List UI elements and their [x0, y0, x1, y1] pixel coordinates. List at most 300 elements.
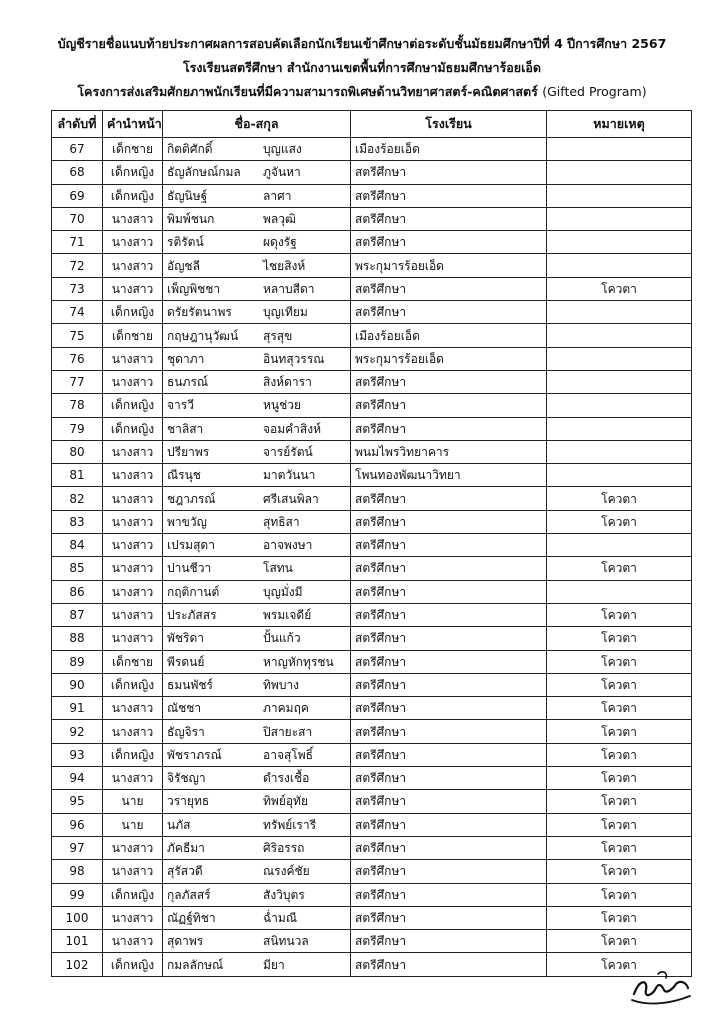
row-first-name: ปานชีวา — [167, 561, 212, 576]
row-full-name — [163, 930, 351, 953]
table-row — [52, 417, 692, 440]
row-school: สตรีศึกษา — [351, 743, 547, 766]
row-first-name: กฤติกานต์ — [167, 584, 220, 599]
row-school: สตรีศึกษา — [351, 580, 547, 603]
row-last-name: ภาคมฤค — [263, 701, 309, 716]
program-name-thai: โครงการส่งเสริมศักยภาพนักเรียนที่มีความสามารถพิเศษด้านวิทยาศาสตร์-คณิตศาสตร์ — [77, 84, 538, 99]
row-note: โควตา — [547, 906, 692, 929]
row-last-name: มาตวันนา — [263, 468, 316, 483]
row-note: โควตา — [547, 720, 692, 743]
row-first-name: ดรัยรัตนาพร — [167, 305, 232, 320]
row-number: 77 — [52, 370, 103, 393]
col-header-note: หมายเหตุ — [547, 111, 692, 138]
row-full-name — [163, 440, 351, 463]
row-full-name — [163, 394, 351, 417]
table-row — [52, 207, 692, 230]
row-school: สตรีศึกษา — [351, 813, 547, 836]
row-note — [547, 207, 692, 230]
row-full-name — [163, 487, 351, 510]
row-title: นางสาว — [103, 697, 163, 720]
row-first-name: อัญชลี — [167, 258, 200, 273]
table-row — [52, 813, 692, 836]
row-number: 100 — [52, 906, 103, 929]
row-number: 68 — [52, 161, 103, 184]
row-first-name: นภัส — [167, 817, 191, 832]
row-last-name: พรมเจดีย์ — [263, 608, 312, 623]
row-number: 102 — [52, 953, 103, 976]
doc-title-line-1: บัญชีรายชื่อแนบท้ายประกาศผลการสอบคัดเลือกนักเรียนเข้าศึกษาต่อระดับชั้นมัธยมศึกษาปีที่ 4 ปีการศึกษา 2567 — [57, 36, 667, 51]
row-note — [547, 347, 692, 370]
row-school: โพนทองพัฒนาวิทยา — [351, 464, 547, 487]
row-title: นางสาว — [103, 906, 163, 929]
row-note: โควตา — [547, 813, 692, 836]
row-title: นางสาว — [103, 860, 163, 883]
row-first-name: ธัญจิรา — [167, 724, 205, 739]
row-number: 98 — [52, 860, 103, 883]
row-school: สตรีศึกษา — [351, 370, 547, 393]
row-full-name — [163, 953, 351, 976]
row-first-name: รติรัตน์ — [167, 235, 204, 250]
row-last-name: พลวุฒิ — [263, 212, 296, 227]
table-row — [52, 743, 692, 766]
row-last-name: สังวิบุตร — [263, 887, 305, 902]
table-row — [52, 487, 692, 510]
row-number: 75 — [52, 324, 103, 347]
row-number: 84 — [52, 534, 103, 557]
row-last-name: บุญแสง — [263, 142, 302, 157]
row-title: นางสาว — [103, 557, 163, 580]
row-full-name — [163, 906, 351, 929]
table-row — [52, 767, 692, 790]
row-title: นางสาว — [103, 487, 163, 510]
row-title: นาย — [103, 790, 163, 813]
table-row — [52, 557, 692, 580]
row-number: 71 — [52, 231, 103, 254]
row-note — [547, 184, 692, 207]
row-note: โควตา — [547, 277, 692, 300]
row-last-name: สุทธิสา — [263, 514, 300, 529]
row-first-name: สุรัสวดี — [167, 864, 203, 879]
row-number: 96 — [52, 813, 103, 836]
row-school: พระกุมารร้อยเอ็ด — [351, 254, 547, 277]
table-row — [52, 440, 692, 463]
row-full-name — [163, 254, 351, 277]
row-number: 73 — [52, 277, 103, 300]
row-note: โควตา — [547, 860, 692, 883]
row-note — [547, 440, 692, 463]
table-row — [52, 184, 692, 207]
col-header-title: คำนำหน้า — [103, 111, 163, 138]
row-first-name: พัชริดา — [167, 631, 205, 646]
row-first-name: ธัญลักษณ์กมล — [167, 165, 241, 180]
table-row — [52, 953, 692, 976]
program-name-english: (Gifted Program) — [542, 84, 647, 99]
row-school: สตรีศึกษา — [351, 650, 547, 673]
table-row — [52, 464, 692, 487]
row-title: นางสาว — [103, 930, 163, 953]
row-number: 101 — [52, 930, 103, 953]
row-number: 94 — [52, 767, 103, 790]
row-note: โควตา — [547, 790, 692, 813]
row-school: พนมไพรวิทยาคาร — [351, 440, 547, 463]
row-number: 74 — [52, 301, 103, 324]
row-full-name — [163, 510, 351, 533]
row-title: นางสาว — [103, 370, 163, 393]
col-header-no: ลำดับที่ — [52, 111, 103, 138]
row-title: เด็กหญิง — [103, 417, 163, 440]
row-school: สตรีศึกษา — [351, 697, 547, 720]
row-school: สตรีศึกษา — [351, 301, 547, 324]
row-title: นางสาว — [103, 534, 163, 557]
row-full-name — [163, 767, 351, 790]
row-number: 88 — [52, 627, 103, 650]
row-number: 69 — [52, 184, 103, 207]
table-row — [52, 906, 692, 929]
row-first-name: กุลภัสสร์ — [167, 887, 211, 902]
table-row — [52, 161, 692, 184]
table-row — [52, 930, 692, 953]
row-full-name — [163, 743, 351, 766]
row-note — [547, 231, 692, 254]
row-first-name: วรายุทธ — [167, 794, 210, 809]
row-first-name: กมลลักษณ์ — [167, 957, 224, 972]
row-number: 86 — [52, 580, 103, 603]
row-last-name: มียา — [263, 957, 285, 972]
table-row — [52, 394, 692, 417]
row-school: สตรีศึกษา — [351, 394, 547, 417]
row-title: เด็กชาย — [103, 324, 163, 347]
row-full-name — [163, 534, 351, 557]
row-last-name: อาจพงษา — [263, 538, 313, 553]
row-title: นางสาว — [103, 440, 163, 463]
row-note — [547, 138, 692, 161]
row-first-name: เพ็ญพิชชา — [167, 281, 221, 296]
col-header-name: ชื่อ-สกุล — [163, 111, 351, 138]
row-number: 99 — [52, 883, 103, 906]
row-note — [547, 534, 692, 557]
row-last-name: หนูช่วย — [263, 398, 302, 413]
row-first-name: กิตติศักดิ์ — [167, 142, 213, 157]
row-number: 92 — [52, 720, 103, 743]
doc-title-line-2: โรงเรียนสตรีศึกษา สำนักงานเขตพื้นที่การศึกษามัธยมศึกษาร้อยเอ็ด — [182, 60, 542, 75]
row-note: โควตา — [547, 930, 692, 953]
row-school: สตรีศึกษา — [351, 207, 547, 230]
row-title: นางสาว — [103, 767, 163, 790]
row-school: เมืองร้อยเอ็ด — [351, 138, 547, 161]
row-title: นางสาว — [103, 347, 163, 370]
row-title: นางสาว — [103, 464, 163, 487]
row-first-name: ธนภรณ์ — [167, 375, 209, 390]
row-first-name: พัชราภรณ์ — [167, 747, 222, 762]
row-note: โควตา — [547, 557, 692, 580]
row-first-name: ธัญนิษฐ์ — [167, 188, 208, 203]
row-note: โควตา — [547, 743, 692, 766]
table-row — [52, 231, 692, 254]
table-row — [52, 697, 692, 720]
row-first-name: กฤษฎานุวัฒน์ — [167, 328, 239, 343]
row-full-name — [163, 557, 351, 580]
row-title: เด็กหญิง — [103, 743, 163, 766]
row-school: พระกุมารร้อยเอ็ด — [351, 347, 547, 370]
row-school: สตรีศึกษา — [351, 510, 547, 533]
table-row — [52, 836, 692, 859]
row-school: สตรีศึกษา — [351, 487, 547, 510]
row-number: 87 — [52, 603, 103, 626]
row-title: นางสาว — [103, 510, 163, 533]
table-row — [52, 510, 692, 533]
row-school: สตรีศึกษา — [351, 790, 547, 813]
row-number: 78 — [52, 394, 103, 417]
row-school: สตรีศึกษา — [351, 930, 547, 953]
row-note — [547, 370, 692, 393]
row-last-name: ภูจันหา — [263, 165, 301, 180]
row-title: เด็กชาย — [103, 650, 163, 673]
row-note — [547, 394, 692, 417]
row-last-name: บุญมั่งมี — [263, 584, 303, 599]
row-note — [547, 254, 692, 277]
row-number: 97 — [52, 836, 103, 859]
row-last-name: โสทน — [263, 561, 293, 576]
row-last-name: ดำรงเชื้อ — [263, 771, 310, 786]
student-list-table — [51, 110, 692, 977]
row-number: 82 — [52, 487, 103, 510]
table-row — [52, 324, 692, 347]
row-full-name — [163, 883, 351, 906]
row-first-name: สุดาพร — [167, 934, 204, 949]
row-school: สตรีศึกษา — [351, 603, 547, 626]
signature-mark — [628, 960, 694, 1010]
row-last-name: สนิทนวล — [263, 934, 309, 949]
row-school: สตรีศึกษา — [351, 953, 547, 976]
row-last-name: จอมคำสิงห์ — [263, 421, 322, 436]
row-title: นาย — [103, 813, 163, 836]
table-row — [52, 790, 692, 813]
row-first-name: ประภัสสร — [167, 608, 217, 623]
row-full-name — [163, 301, 351, 324]
table-row — [52, 883, 692, 906]
row-number: 89 — [52, 650, 103, 673]
row-first-name: ภัคธีมา — [167, 841, 205, 856]
row-full-name — [163, 650, 351, 673]
row-note — [547, 324, 692, 347]
row-first-name: พีรดนย์ — [167, 654, 205, 669]
row-school: สตรีศึกษา — [351, 720, 547, 743]
row-last-name: ฉ่ำมณี — [263, 910, 297, 925]
table-row — [52, 720, 692, 743]
row-last-name: ปั้นแก้ว — [263, 631, 301, 646]
row-number: 90 — [52, 673, 103, 696]
row-school: สตรีศึกษา — [351, 767, 547, 790]
row-title: เด็กหญิง — [103, 673, 163, 696]
row-first-name: ณัชชา — [167, 701, 202, 716]
row-last-name: ณรงค์ชัย — [263, 864, 310, 879]
row-note: โควตา — [547, 650, 692, 673]
row-first-name: ปรียาพร — [167, 445, 210, 459]
row-number: 70 — [52, 207, 103, 230]
row-number: 83 — [52, 510, 103, 533]
row-school: สตรีศึกษา — [351, 184, 547, 207]
row-first-name: ชุดาภา — [167, 351, 205, 366]
row-school: สตรีศึกษา — [351, 860, 547, 883]
row-title: เด็กหญิง — [103, 394, 163, 417]
row-last-name: หลาบสีดา — [263, 281, 315, 296]
row-full-name — [163, 860, 351, 883]
row-last-name: ศิริอรรถ — [263, 841, 305, 856]
table-row — [52, 627, 692, 650]
row-first-name: พิมพ์ชนก — [167, 212, 215, 227]
row-number: 91 — [52, 697, 103, 720]
row-full-name — [163, 836, 351, 859]
row-first-name: ณัฏฐ์ทิชา — [167, 910, 216, 925]
table-row — [52, 860, 692, 883]
row-title: เด็กหญิง — [103, 301, 163, 324]
row-full-name — [163, 138, 351, 161]
row-first-name: ณีรนุช — [167, 468, 201, 483]
row-school: สตรีศึกษา — [351, 836, 547, 859]
table-row — [52, 254, 692, 277]
row-school: สตรีศึกษา — [351, 673, 547, 696]
row-school: เมืองร้อยเอ็ด — [351, 324, 547, 347]
row-last-name: หาญหักทุรชน — [263, 654, 334, 669]
row-note — [547, 580, 692, 603]
row-full-name — [163, 464, 351, 487]
row-full-name — [163, 580, 351, 603]
row-first-name: จิรัชญา — [167, 771, 206, 786]
row-last-name: บุญเทียม — [263, 305, 308, 320]
row-title: นางสาว — [103, 277, 163, 300]
row-title: เด็กชาย — [103, 138, 163, 161]
row-first-name: จารวี — [167, 398, 194, 413]
row-school: สตรีศึกษา — [351, 534, 547, 557]
row-last-name: ไชยสิงห์ — [263, 258, 306, 273]
row-first-name: เปรมสุดา — [167, 538, 215, 553]
row-title: นางสาว — [103, 603, 163, 626]
row-title: นางสาว — [103, 580, 163, 603]
row-note: โควตา — [547, 487, 692, 510]
row-last-name: ปิสายะสา — [263, 724, 313, 739]
row-title: เด็กหญิง — [103, 953, 163, 976]
table-row — [52, 534, 692, 557]
row-note: โควตา — [547, 673, 692, 696]
row-full-name — [163, 277, 351, 300]
row-school: สตรีศึกษา — [351, 277, 547, 300]
row-school: สตรีศึกษา — [351, 417, 547, 440]
row-full-name — [163, 720, 351, 743]
row-full-name — [163, 324, 351, 347]
row-note: โควตา — [547, 836, 692, 859]
row-last-name: อาจสุโพธิ์ — [263, 747, 313, 762]
row-title: นางสาว — [103, 231, 163, 254]
table-row — [52, 673, 692, 696]
row-last-name: สุรสุข — [263, 328, 293, 343]
table-row — [52, 370, 692, 393]
row-title: นางสาว — [103, 627, 163, 650]
table-header-row — [52, 111, 692, 138]
row-last-name: ทรัพย์เรารี — [263, 817, 317, 832]
row-full-name — [163, 790, 351, 813]
row-full-name — [163, 697, 351, 720]
row-full-name — [163, 207, 351, 230]
row-number: 81 — [52, 464, 103, 487]
row-title: เด็กหญิง — [103, 883, 163, 906]
row-school: สตรีศึกษา — [351, 906, 547, 929]
table-row — [52, 138, 692, 161]
row-full-name — [163, 370, 351, 393]
row-last-name: ทิพบาง — [263, 677, 300, 692]
row-note: โควตา — [547, 627, 692, 650]
row-school: สตรีศึกษา — [351, 161, 547, 184]
row-note: โควตา — [547, 953, 692, 976]
row-first-name: พาขวัญ — [167, 514, 207, 529]
row-full-name — [163, 673, 351, 696]
row-last-name: ผดุงรัฐ — [263, 235, 297, 250]
row-full-name — [163, 813, 351, 836]
row-note: โควตา — [547, 767, 692, 790]
row-full-name — [163, 231, 351, 254]
row-last-name: อินทสุวรรณ — [263, 351, 325, 366]
row-note — [547, 464, 692, 487]
row-title: นางสาว — [103, 720, 163, 743]
table-row — [52, 603, 692, 626]
row-note — [547, 301, 692, 324]
row-number: 95 — [52, 790, 103, 813]
row-number: 67 — [52, 138, 103, 161]
row-title: นางสาว — [103, 254, 163, 277]
table-body — [52, 138, 692, 977]
row-note: โควตา — [547, 510, 692, 533]
row-number: 72 — [52, 254, 103, 277]
table-row — [52, 580, 692, 603]
row-title: นางสาว — [103, 207, 163, 230]
row-full-name — [163, 417, 351, 440]
row-school: สตรีศึกษา — [351, 883, 547, 906]
row-number: 80 — [52, 440, 103, 463]
row-note — [547, 161, 692, 184]
table-row — [52, 301, 692, 324]
row-number: 79 — [52, 417, 103, 440]
row-last-name: ศรีเสนพิลา — [263, 491, 319, 506]
doc-title-line-3 — [0, 84, 724, 100]
row-title: นางสาว — [103, 836, 163, 859]
row-first-name: ธมนพัชร์ — [167, 677, 213, 692]
row-full-name — [163, 627, 351, 650]
row-full-name — [163, 347, 351, 370]
row-number: 93 — [52, 743, 103, 766]
row-full-name — [163, 184, 351, 207]
row-first-name: ชาลิสา — [167, 421, 204, 436]
table-row — [52, 277, 692, 300]
row-school: สตรีศึกษา — [351, 627, 547, 650]
row-school: สตรีศึกษา — [351, 231, 547, 254]
row-school: สตรีศึกษา — [351, 557, 547, 580]
row-title: เด็กหญิง — [103, 184, 163, 207]
row-last-name: ลาศา — [263, 188, 292, 203]
row-number: 76 — [52, 347, 103, 370]
row-note: โควตา — [547, 883, 692, 906]
table-row — [52, 347, 692, 370]
row-title: เด็กหญิง — [103, 161, 163, 184]
row-last-name: ทิพย์อุทัย — [263, 794, 308, 809]
col-header-school: โรงเรียน — [351, 111, 547, 138]
row-note — [547, 417, 692, 440]
row-last-name: จารย์รัตน์ — [263, 445, 313, 459]
row-full-name — [163, 161, 351, 184]
row-number: 85 — [52, 557, 103, 580]
row-first-name: ชฎาภรณ์ — [167, 491, 216, 506]
row-full-name — [163, 603, 351, 626]
row-note: โควตา — [547, 603, 692, 626]
row-last-name: สิงห์ดารา — [263, 375, 312, 390]
